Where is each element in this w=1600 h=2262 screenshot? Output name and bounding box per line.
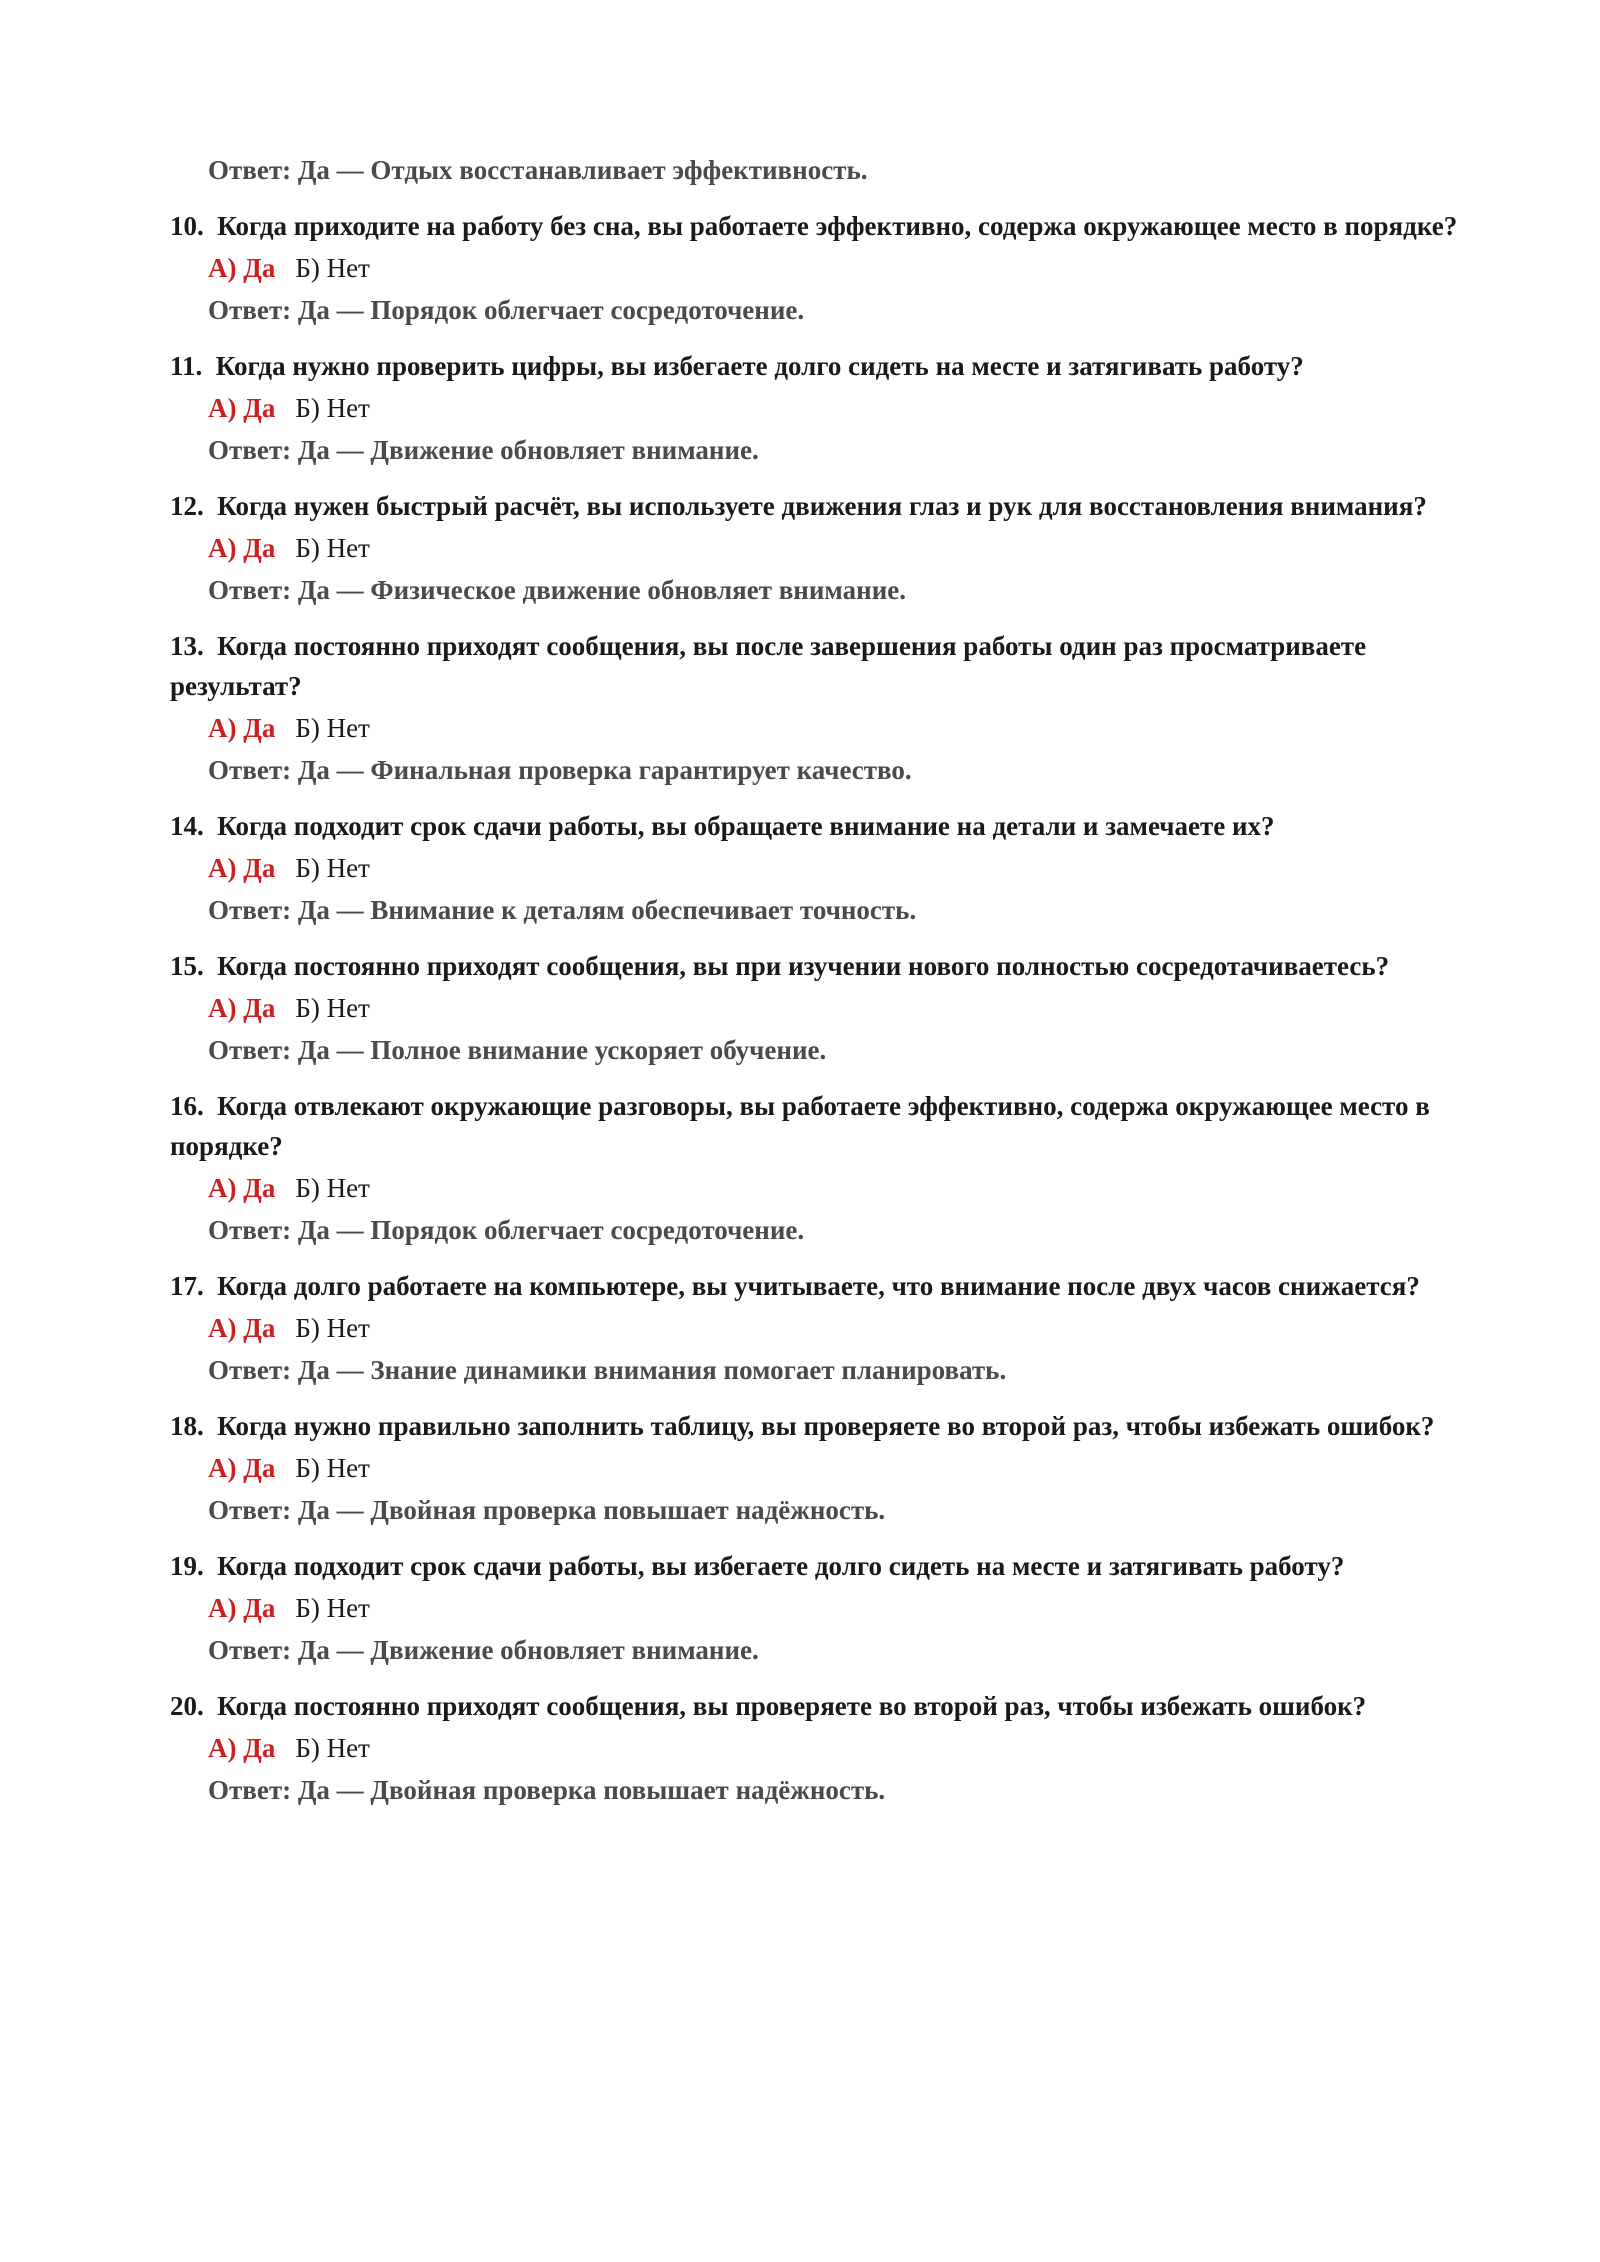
question-body: Когда долго работаете на компьютере, вы учитываете, что внимание после двух часов снижается? (217, 1271, 1420, 1301)
option-a[interactable]: А) Да (208, 1453, 276, 1483)
answer-line: Ответ: Да — Движение обновляет внимание. (208, 1635, 759, 1665)
question-body: Когда приходите на работу без сна, вы работаете эффективно, содержа окружающее место в порядке? (217, 211, 1458, 241)
question-item (170, 806, 1460, 930)
option-b[interactable]: Б) Нет (295, 1733, 370, 1763)
option-b[interactable]: Б) Нет (295, 1313, 370, 1343)
option-b[interactable]: Б) Нет (295, 253, 370, 283)
answer-line: Ответ: Да — Порядок облегчает сосредоточение. (208, 1215, 805, 1245)
question-item (170, 486, 1460, 610)
question-text (170, 806, 1460, 846)
answer-line: Ответ: Да — Двойная проверка повышает надёжность. (208, 1495, 886, 1525)
answer-options (170, 528, 1460, 568)
question-number: 20. (170, 1691, 204, 1721)
answer-line: Ответ: Да — Движение обновляет внимание. (208, 435, 759, 465)
question-number: 19. (170, 1551, 204, 1581)
answer-line: Ответ: Да — Двойная проверка повышает надёжность. (208, 1775, 886, 1805)
question-number: 14. (170, 811, 204, 841)
option-b[interactable]: Б) Нет (295, 1173, 370, 1203)
question-text (170, 206, 1460, 246)
option-a[interactable]: А) Да (208, 1593, 276, 1623)
question-body: Когда отвлекают окружающие разговоры, вы работаете эффективно, содержа окружающее место в порядке? (170, 1091, 1430, 1161)
answer-options (170, 988, 1460, 1028)
option-a[interactable]: А) Да (208, 253, 276, 283)
option-a[interactable]: А) Да (208, 1733, 276, 1763)
option-b[interactable]: Б) Нет (295, 713, 370, 743)
question-number: 16. (170, 1091, 204, 1121)
question-item (170, 1686, 1460, 1810)
answer-line: Ответ: Да — Порядок облегчает сосредоточение. (208, 295, 805, 325)
question-number: 18. (170, 1411, 204, 1441)
question-item (170, 1546, 1460, 1670)
answer-options (170, 1168, 1460, 1208)
question-text (170, 626, 1460, 706)
question-body: Когда постоянно приходят сообщения, вы проверяете во второй раз, чтобы избежать ошибок? (217, 1691, 1367, 1721)
option-b[interactable]: Б) Нет (295, 1453, 370, 1483)
option-b[interactable]: Б) Нет (295, 1593, 370, 1623)
answer-options (170, 388, 1460, 428)
option-a[interactable]: А) Да (208, 393, 276, 423)
answer-line: Ответ: Да — Отдых восстанавливает эффективность. (208, 155, 868, 185)
question-body: Когда подходит срок сдачи работы, вы избегаете долго сидеть на месте и затягивать работу? (217, 1551, 1345, 1581)
question-text (170, 1086, 1460, 1166)
question-number: 17. (170, 1271, 204, 1301)
question-body: Когда нужен быстрый расчёт, вы используете движения глаз и рук для восстановления внимания? (217, 491, 1427, 521)
question-number: 11. (170, 351, 203, 381)
option-b[interactable]: Б) Нет (295, 533, 370, 563)
answer-options (170, 1728, 1460, 1768)
option-b[interactable]: Б) Нет (295, 853, 370, 883)
option-b[interactable]: Б) Нет (295, 993, 370, 1023)
answer-line: Ответ: Да — Полное внимание ускоряет обучение. (208, 1035, 827, 1065)
answer-options (170, 1448, 1460, 1488)
option-a[interactable]: А) Да (208, 853, 276, 883)
question-item (170, 626, 1460, 790)
question-body: Когда нужно правильно заполнить таблицу, вы проверяете во второй раз, чтобы избежать ошибок? (217, 1411, 1435, 1441)
document-page (170, 150, 1460, 1810)
question-item (170, 206, 1460, 330)
answer-line: Ответ: Да — Внимание к деталям обеспечивает точность. (208, 895, 917, 925)
answer-options (170, 708, 1460, 748)
answer-options (170, 848, 1460, 888)
question-number: 15. (170, 951, 204, 981)
answer-options (170, 248, 1460, 288)
option-a[interactable]: А) Да (208, 533, 276, 563)
question-body: Когда нужно проверить цифры, вы избегаете долго сидеть на месте и затягивать работу? (215, 351, 1304, 381)
question-text (170, 346, 1460, 386)
question-list (170, 206, 1460, 1810)
option-a[interactable]: А) Да (208, 1313, 276, 1343)
question-text (170, 1406, 1460, 1446)
question-text (170, 486, 1460, 526)
option-a[interactable]: А) Да (208, 713, 276, 743)
answer-line: Ответ: Да — Финальная проверка гарантирует качество. (208, 755, 912, 785)
question-item (170, 1266, 1460, 1390)
question-number: 13. (170, 631, 204, 661)
question-text (170, 1686, 1460, 1726)
question-item (170, 946, 1460, 1070)
answer-line: Ответ: Да — Физическое движение обновляет внимание. (208, 575, 906, 605)
question-item (170, 346, 1460, 470)
answer-options (170, 1308, 1460, 1348)
question-text (170, 1546, 1460, 1586)
option-a[interactable]: А) Да (208, 1173, 276, 1203)
question-item (170, 1406, 1460, 1530)
question-body: Когда постоянно приходят сообщения, вы при изучении нового полностью сосредотачиваетесь? (217, 951, 1390, 981)
question-item (170, 1086, 1460, 1250)
answer-line: Ответ: Да — Знание динамики внимания помогает планировать. (208, 1355, 1007, 1385)
option-b[interactable]: Б) Нет (295, 393, 370, 423)
question-body: Когда постоянно приходят сообщения, вы после завершения работы один раз просматриваете результат? (170, 631, 1367, 701)
question-number: 10. (170, 211, 204, 241)
question-number: 12. (170, 491, 204, 521)
answer-options (170, 1588, 1460, 1628)
question-text (170, 1266, 1460, 1306)
question-body: Когда подходит срок сдачи работы, вы обращаете внимание на детали и замечаете их? (217, 811, 1275, 841)
option-a[interactable]: А) Да (208, 993, 276, 1023)
question-text (170, 946, 1460, 986)
